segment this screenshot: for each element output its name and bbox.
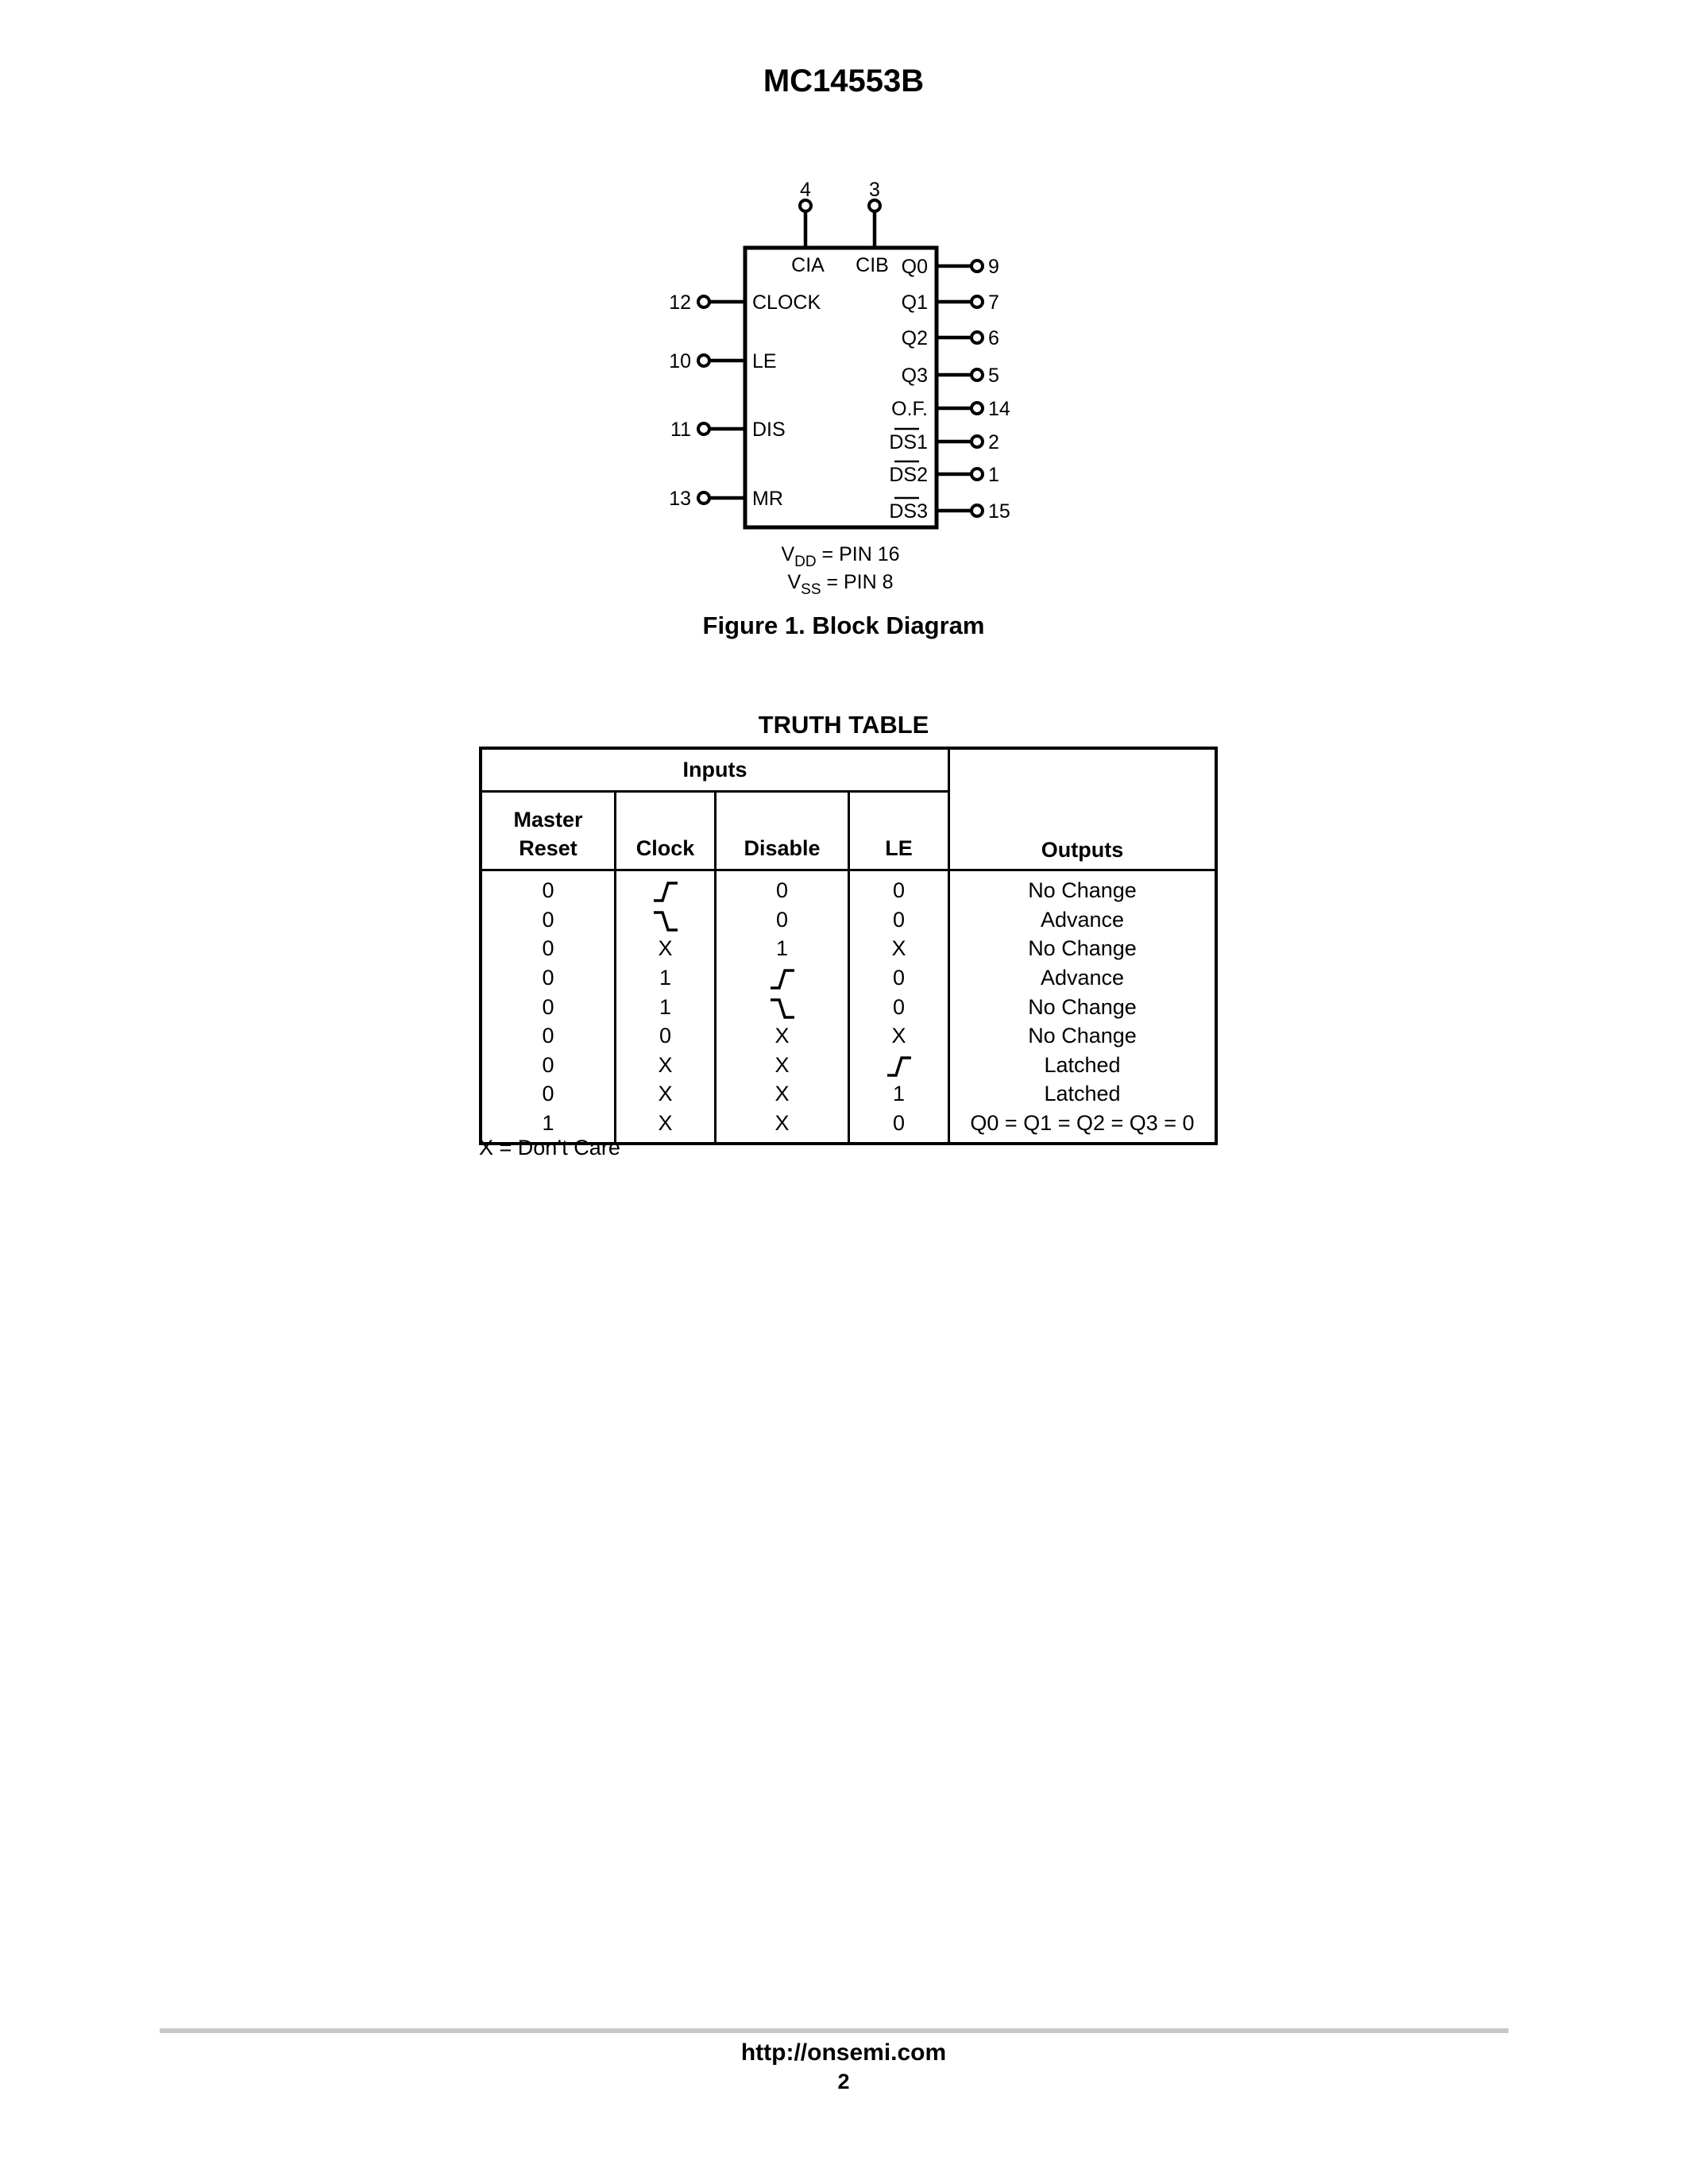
cell-clock: 1 [616,963,716,993]
cell-le: 0 [849,963,949,993]
cell-outputs: Advance [949,963,1217,993]
pin-label: DIS [752,419,786,441]
cell-le [849,1051,949,1080]
cell-disable: X [716,1021,849,1051]
power-pin-note: $V_{SS}$ = PIN 8 [787,571,894,598]
cell-le: X [849,1021,949,1051]
cell-disable: 0 [716,905,849,935]
pin-label: DS1 [889,431,928,453]
cell-master-reset: 0 [481,1051,616,1080]
pin-number: 11 [670,419,691,441]
pin-terminal-icon [971,260,983,272]
pin-label: Q3 [901,365,928,387]
figure-caption: Figure 1. Block Diagram [702,612,985,639]
power-pin-note: $V_{DD}$ = PIN 16 [781,543,900,570]
falling-edge-icon [769,997,796,1020]
page-title: MC14553B [763,64,925,98]
cell-disable: X [716,1079,849,1109]
rising-edge-icon [652,881,679,903]
cell-master-reset: 0 [481,1079,616,1109]
pin-terminal-icon [800,200,811,211]
header-clock: Clock [616,792,716,870]
cell-clock: 1 [616,992,716,1021]
header-master-reset: Master Reset [481,792,616,870]
footer-url[interactable]: http://onsemi.com [740,2039,947,2066]
table-row [481,870,1216,905]
pin-terminal-icon [971,296,983,307]
table-row [481,1079,1216,1109]
header-outputs: Outputs [949,748,1217,870]
cell-outputs: Latched [949,1079,1217,1109]
table-row [481,1021,1216,1051]
page-number: 2 [837,2070,850,2093]
pin-terminal-icon [698,423,709,434]
cell-disable: 1 [716,934,849,963]
pin-number: 14 [988,398,1010,420]
cell-disable: 0 [716,870,849,905]
pin-terminal-icon [698,296,709,307]
cell-outputs: No Change [949,870,1217,905]
cell-outputs: No Change [949,1021,1217,1051]
cell-master-reset: 0 [481,905,616,935]
table-row [481,963,1216,993]
pin-number: 6 [988,327,999,349]
pin-number: 13 [669,488,691,510]
cell-outputs: Advance [949,905,1217,935]
pin-label: DS2 [889,464,928,486]
cell-le: 0 [849,1109,949,1144]
cell-le: X [849,934,949,963]
header-le: LE [849,792,949,870]
pin-number: 7 [988,291,999,314]
pin-terminal-icon [971,332,983,343]
cell-clock: X [616,934,716,963]
pin-label: Q1 [901,291,928,314]
cell-le: 0 [849,870,949,905]
cell-master-reset: 0 [481,992,616,1021]
pin-number: 10 [669,350,691,372]
cell-le: 0 [849,992,949,1021]
cell-outputs: No Change [949,934,1217,963]
pin-number: 2 [988,431,999,453]
cell-disable: X [716,1109,849,1144]
block-diagram [0,0,1688,604]
pin-terminal-icon [698,492,709,504]
rising-edge-icon [886,1055,913,1078]
cell-disable [716,992,849,1021]
cell-outputs: Q0 = Q1 = Q2 = Q3 = 0 [949,1109,1217,1144]
pin-number: 9 [988,256,999,278]
rising-edge-icon [769,968,796,990]
table-row [481,934,1216,963]
table-row [481,1051,1216,1080]
pin-terminal-icon [869,200,880,211]
table-row [481,905,1216,935]
pin-label: DS3 [889,500,928,523]
pin-terminal-icon [698,355,709,366]
pin-number: 15 [988,500,1010,523]
pin-terminal-icon [971,403,983,414]
pin-label: MR [752,488,783,510]
pin-label: LE [752,350,777,372]
cell-master-reset: 0 [481,1021,616,1051]
cell-disable: X [716,1051,849,1080]
cell-le: 1 [849,1079,949,1109]
cell-outputs: No Change [949,992,1217,1021]
header-disable: Disable [716,792,849,870]
pin-terminal-icon [971,469,983,480]
pin-label: Q0 [901,256,928,278]
cell-clock [616,905,716,935]
falling-edge-icon [652,910,679,932]
pin-terminal-icon [971,505,983,516]
pin-terminal-icon [971,369,983,380]
footer-divider [160,2028,1508,2033]
cell-clock: 0 [616,1021,716,1051]
pin-terminal-icon [971,436,983,447]
cell-clock: X [616,1079,716,1109]
truth-table [479,747,1218,1145]
pin-number: 3 [869,179,880,201]
cell-outputs: Latched [949,1051,1217,1080]
pin-number: 4 [800,179,811,201]
truth-table-title: TRUTH TABLE [758,711,929,739]
table-note: X = Don’t Care [479,1136,620,1160]
cell-disable [716,963,849,993]
cell-master-reset: 0 [481,934,616,963]
cell-master-reset: 0 [481,963,616,993]
cell-le: 0 [849,905,949,935]
pin-label: CIA [791,254,825,276]
inputs-group-header: Inputs [481,748,949,792]
pin-label: Q2 [901,327,928,349]
pin-label: CLOCK [752,291,821,314]
cell-clock [616,870,716,905]
pin-number: 1 [988,464,999,486]
cell-master-reset: 1 [481,1109,616,1144]
pin-label: CIB [856,254,889,276]
pin-number: 5 [988,365,999,387]
table-row [481,992,1216,1021]
cell-master-reset: 0 [481,870,616,905]
pin-label: O.F. [891,398,928,420]
cell-clock: X [616,1109,716,1144]
pin-number: 12 [669,291,691,314]
cell-clock: X [616,1051,716,1080]
